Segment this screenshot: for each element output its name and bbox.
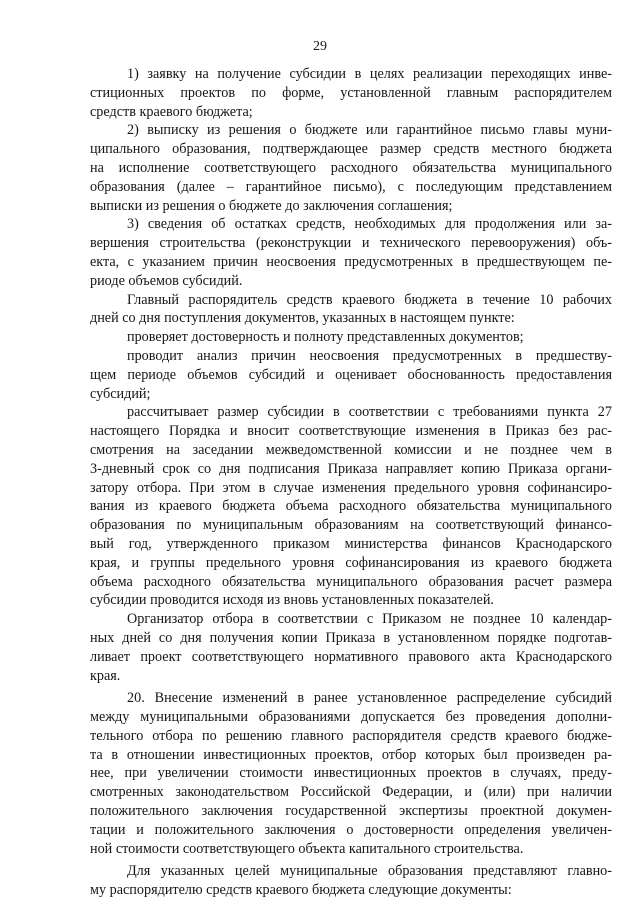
- text-line: смотренных законодательством Российской Федерации, и (или) при наличии: [90, 784, 612, 801]
- text-line: Главный распорядитель средств краевого бюджета в течение 10 рабочих: [127, 291, 612, 308]
- paragraph: [90, 403, 612, 610]
- text-line: екта, с указанием причин неосвоения предусмотренных в предшествующем пе-: [90, 253, 612, 270]
- paragraph: [90, 610, 612, 685]
- text-line: проверяет достоверность и полноту представленных документов;: [127, 329, 524, 346]
- text-line: образования (далее – гарантийное письмо), с последующим представлением: [90, 178, 612, 195]
- text-line: 3) сведения об остатках средств, необходимых для продолжения или за-: [127, 216, 612, 233]
- paragraph: [90, 689, 612, 858]
- text-line: между муниципальными образованиями допускается без проведения дополни-: [90, 709, 612, 726]
- paragraph: [90, 215, 612, 290]
- text-line: края.: [90, 667, 121, 684]
- text-line: положительного заключения государственной экспертизы проектной докумен-: [90, 803, 612, 820]
- text-line: 20. Внесение изменений в ранее установленное распределение субсидий: [127, 690, 612, 707]
- text-line: тельного отбора по решению главного распорядителя средств краевого бюдже-: [90, 727, 612, 744]
- text-line: 3-дневный срок со дня подписания Приказа направляет копию Приказа органи-: [90, 460, 612, 477]
- text-line: 2) выписку из решения о бюджете или гарантийное письмо главы муни-: [127, 122, 612, 139]
- text-line: вания из краевого бюджета объема расходного обязательства муниципального: [90, 498, 612, 515]
- text-line: субсидий;: [90, 385, 151, 402]
- text-line: та в отношении инвестиционных проектов, отбор которых был произведен ра-: [90, 746, 612, 763]
- document-body: [90, 65, 612, 900]
- paragraph: [90, 347, 612, 403]
- text-line: затору отбора. При этом в случае изменения предельного уровня софинансиро-: [90, 479, 612, 496]
- text-line: стиционных проектов по форме, установленной главным распорядителем: [90, 84, 612, 101]
- text-line: образования по муниципальным образованиям на соответствующий финансо-: [90, 517, 612, 534]
- paragraph: [90, 862, 612, 900]
- text-line: щем периоде объемов субсидий и оценивает обоснованность предоставления: [90, 366, 612, 383]
- text-line: на исполнение соответствующего расходного обязательства муниципального: [90, 159, 612, 176]
- text-line: вершения строительства (реконструкции и технического перевооружения) объ-: [90, 235, 612, 252]
- text-line: ных дней со дня получения копии Приказа в установленном порядке подготав-: [90, 629, 612, 646]
- text-line: ливает проект соответствующего нормативного правового акта Краснодарского: [90, 648, 612, 665]
- text-line: 1) заявку на получение субсидии в целях реализации переходящих инве-: [127, 66, 612, 82]
- paragraph: [90, 65, 612, 121]
- text-line: субсидии проводится исходя из вновь установленных показателей.: [90, 592, 494, 609]
- text-line: края, и группы предельного уровня софинансирования из краевого бюджета: [90, 554, 612, 571]
- text-line: тации и положительного заключения о достоверности определения увеличен-: [90, 821, 612, 838]
- page-number: 29: [313, 39, 327, 54]
- text-line: настоящего Порядка и вносит соответствующие изменения в Приказ без рас-: [90, 423, 612, 440]
- text-line: Для указанных целей муниципальные образования представляют главно-: [127, 863, 612, 880]
- text-line: Организатор отбора в соответствии с Приказом не позднее 10 календар-: [127, 611, 612, 628]
- paragraph: [90, 328, 612, 347]
- text-line: выписки из решения о бюджете до заключения соглашения;: [90, 197, 453, 214]
- text-line: му распорядителю средств краевого бюджета следующие документы:: [90, 882, 512, 899]
- paragraph: [90, 121, 612, 215]
- text-line: риоде объемов субсидий.: [90, 272, 243, 289]
- text-line: нее, при увеличении стоимости инвестиционных проектов в случаях, преду-: [90, 765, 612, 782]
- text-line: ной стоимости соответствующего объекта капитального строительства.: [90, 840, 524, 857]
- text-line: ципального образования, подтверждающее размер средств местного бюджета: [90, 141, 612, 158]
- text-line: вый год, утвержденного приказом министерства финансов Краснодарского: [90, 535, 612, 552]
- paragraph: [90, 291, 612, 329]
- text-line: смотрения на заседании межведомственной комиссии и не позднее чем в: [90, 441, 612, 458]
- text-line: объема расходного обязательства муниципального образования расчет размера: [90, 573, 612, 590]
- text-line: рассчитывает размер субсидии в соответствии с требованиями пункта 27: [127, 404, 612, 421]
- text-line: средств краевого бюджета;: [90, 103, 253, 120]
- text-line: дней со дня поступления документов, указанных в настоящем пункте:: [90, 310, 515, 327]
- text-line: проводит анализ причин неосвоения предусмотренных в предшеству-: [127, 347, 612, 364]
